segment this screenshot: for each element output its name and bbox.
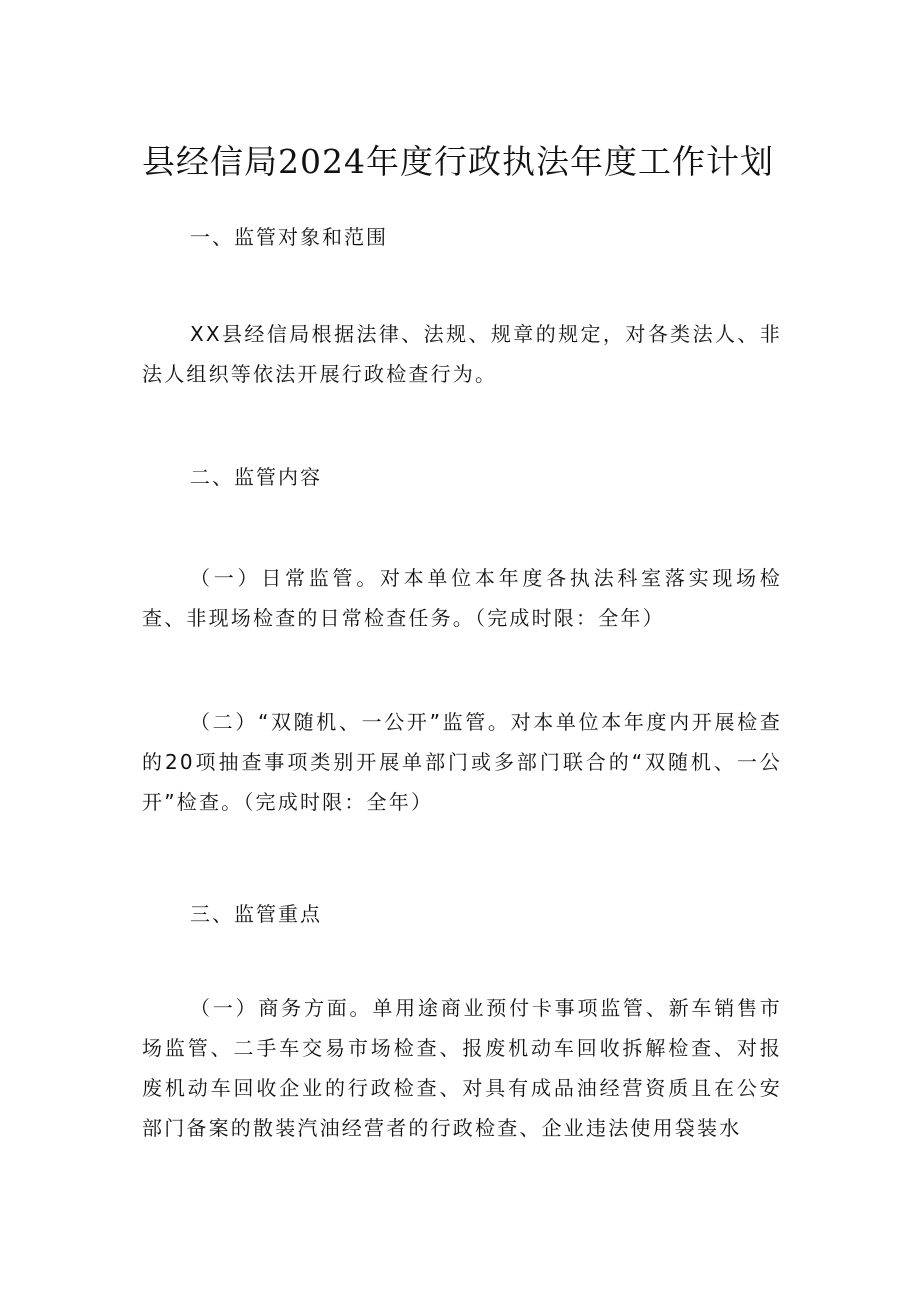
section-2-paragraph-2: （二）“双随机、一公开”监管。对本单位本年度内开展检查的20项抽查事项类别开展单部门或多部门联合的“双随机、一公开”检查。（完成时限：全年） [142,710,782,814]
section-heading-3: 三、监管重点 [190,902,322,926]
section-2-paragraph-1: （一）日常监管。对本单位本年度各执法科室落实现场检查、非现场检查的日常检查任务。（完成时限：全年） [142,566,782,630]
section-1-paragraph-1: XX县经信局根据法律、法规、规章的规定，对各类法人、非法人组织等依法开展行政检查行为。 [142,322,782,386]
document-title: 县经信局2024年度行政执法年度工作计划 [142,142,774,181]
section-3-paragraph-1: （一）商务方面。单用途商业预付卡事项监管、新车销售市场监管、二手车交易市场检查、报废机动车回收拆解检查、对报废机动车回收企业的行政检查、对具有成品油经营资质且在公安部门备案的散装汽油经营者的行政检查、企业违法使用袋装水 [142,996,782,1140]
section-heading-1: 一、监管对象和范围 [190,225,388,249]
section-heading-2: 二、监管内容 [190,465,322,489]
